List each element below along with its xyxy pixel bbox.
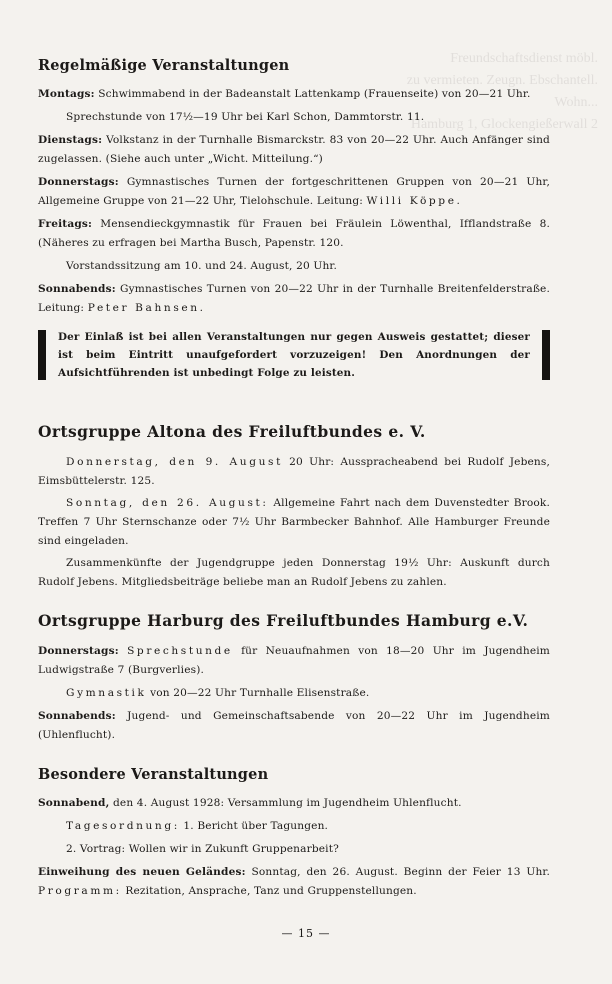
- entry-text: Gymnastisches Turnen der fortgeschrittenen Gruppen von 20—21 Uhr, Allgemeine Gruppe von 21—22 Uhr, Tielohschule. Leitung:: [38, 176, 550, 207]
- agenda-line-1: [66, 817, 550, 836]
- spaced-word: Tagesordnung:: [66, 820, 180, 832]
- special-sonnabend: [38, 794, 550, 813]
- entry-text: für Neuaufnahmen von 18—20 Uhr im Jugendheim Ludwigstraße 7 (Burgverlies).: [38, 645, 550, 676]
- day-label: Donnerstags:: [38, 176, 119, 188]
- admission-notice: [38, 328, 550, 382]
- entry-vorstandssitzung: Vorstandssitzung am 10. und 24. August, 20 Uhr.: [66, 260, 338, 272]
- day-label: Freitags:: [38, 218, 93, 230]
- entry-text: Gymnastisches Turnen von 20—22 Uhr in der Turnhalle Breitenfelderstraße. Leitung:: [38, 283, 550, 314]
- section-title-altona: Ortsgruppe Altona des Freiluftbundes e. V.: [38, 422, 426, 441]
- notice-bar-left: [38, 330, 46, 380]
- day-label: Einweihung des neuen Geländes:: [38, 866, 246, 878]
- day-label: Sonnabends:: [38, 283, 116, 295]
- day-label: Sonnabend,: [38, 797, 110, 809]
- entry-text: 1. Bericht über Tagungen.: [183, 820, 329, 832]
- entry-text: Jugend- und Gemeinschaftsabende von 20—22 Uhr im Jugendheim (Uhlenflucht).: [38, 710, 550, 741]
- page-number: — 15 —: [281, 927, 331, 940]
- entry-donnerstags: [38, 173, 550, 211]
- spaced-date: Sonntag, den 26. August:: [66, 497, 269, 509]
- harburg-sonnabends: [38, 707, 550, 745]
- entry-freitags: [38, 215, 550, 253]
- spaced-word: Gymnastik: [66, 687, 147, 699]
- entry-text: von 20—22 Uhr Turnhalle Elisenstraße.: [150, 687, 370, 699]
- spaced-date: Donnerstag, den 9. August: [66, 456, 283, 468]
- spaced-word: Programm:: [38, 885, 122, 897]
- entry-sonnabends: [38, 280, 550, 318]
- notice-bar-right: [542, 330, 550, 380]
- special-einweihung: [38, 863, 550, 901]
- spaced-word: Sprechstunde: [127, 645, 233, 657]
- leader-name: Peter Bahnsen.: [87, 302, 206, 314]
- section-title-regular-events: Regelmäßige Veranstaltungen: [38, 57, 290, 74]
- entry-text: Schwimmabend in der Badeanstalt Lattenkamp (Frauenseite) von 20—21 Uhr.: [98, 88, 531, 100]
- page-content: [38, 56, 550, 905]
- harburg-donnerstags: [38, 642, 550, 680]
- notice-text: Der Einlaß ist bei allen Veranstaltungen nur gegen Ausweis gestattet; dieser ist beim Eintritt unaufgefordert vorzuzeigen! Den Anordnungen der Aufsichtführenden ist unbedingt Folge zu leisten.: [58, 331, 530, 379]
- entry-sprechstunde: Sprechstunde von 17½—19 Uhr bei Karl Schon, Dammtorstr. 11.: [66, 111, 425, 123]
- agenda-line-2: 2. Vortrag: Wollen wir in Zukunft Gruppenarbeit?: [66, 843, 339, 855]
- day-label: Sonnabends:: [38, 710, 116, 722]
- entry-text: Rezitation, Ansprache, Tanz und Gruppenstellungen.: [125, 885, 417, 897]
- bleed-through-text: Freundschaftsdienst möbl. zu vermieten. Zeugn. Ebschantell. Wohn... Hamburg 1, Glockengießerwall 2: [406, 51, 598, 132]
- day-label: Montags:: [38, 88, 95, 100]
- altona-paragraph-3: Zusammenkünfte der Jugendgruppe jeden Donnerstag 19½ Uhr: Auskunft durch Rudolf Jebens. Mitgliedsbeiträge beliebe man an Rudolf Jebens zu zahlen.: [38, 557, 550, 588]
- entry-text: Mensendieckgymnastik für Frauen bei Fräulein Löwenthal, Ifflandstraße 8. (Näheres zu erfragen bei Martha Busch, Papenstr. 120.: [38, 218, 550, 249]
- day-label: Donnerstags:: [38, 645, 119, 657]
- entry-dienstags: [38, 131, 550, 169]
- entry-text: den 4. August 1928: Versammlung im Jugendheim Uhlenflucht.: [112, 797, 462, 809]
- day-label: Dienstags:: [38, 134, 103, 146]
- entry-montags: [38, 85, 550, 104]
- section-title-special-events: Besondere Veranstaltungen: [38, 766, 269, 783]
- leader-name: Willi Köppe.: [366, 195, 463, 207]
- section-title-harburg: Ortsgruppe Harburg des Freiluftbundes Hamburg e.V.: [38, 611, 529, 630]
- harburg-gymnastik: [66, 684, 550, 703]
- entry-text: Sonntag, den 26. August. Beginn der Feier 13 Uhr.: [251, 866, 550, 878]
- entry-text: Volkstanz in der Turnhalle Bismarckstr. 83 von 20—22 Uhr. Auch Anfänger sind zugelassen. (Siehe auch unter „Wicht. Mitteilung.“): [38, 134, 550, 165]
- altona-paragraph-2: [38, 494, 550, 551]
- paragraph-text: 20 Uhr: Aussprachеabend bei Rudolf Jebens, Eimsbüttelerstr. 125.: [38, 456, 550, 487]
- paragraph-text: Allgemeine Fahrt nach dem Duvenstedter Brook. Treffen 7 Uhr Sternschanze oder 7½ Uhr Barmbecker Bahnhof. Alle Hamburger Freunde sind eingeladen.: [38, 497, 550, 547]
- altona-paragraph-1: [38, 453, 550, 491]
